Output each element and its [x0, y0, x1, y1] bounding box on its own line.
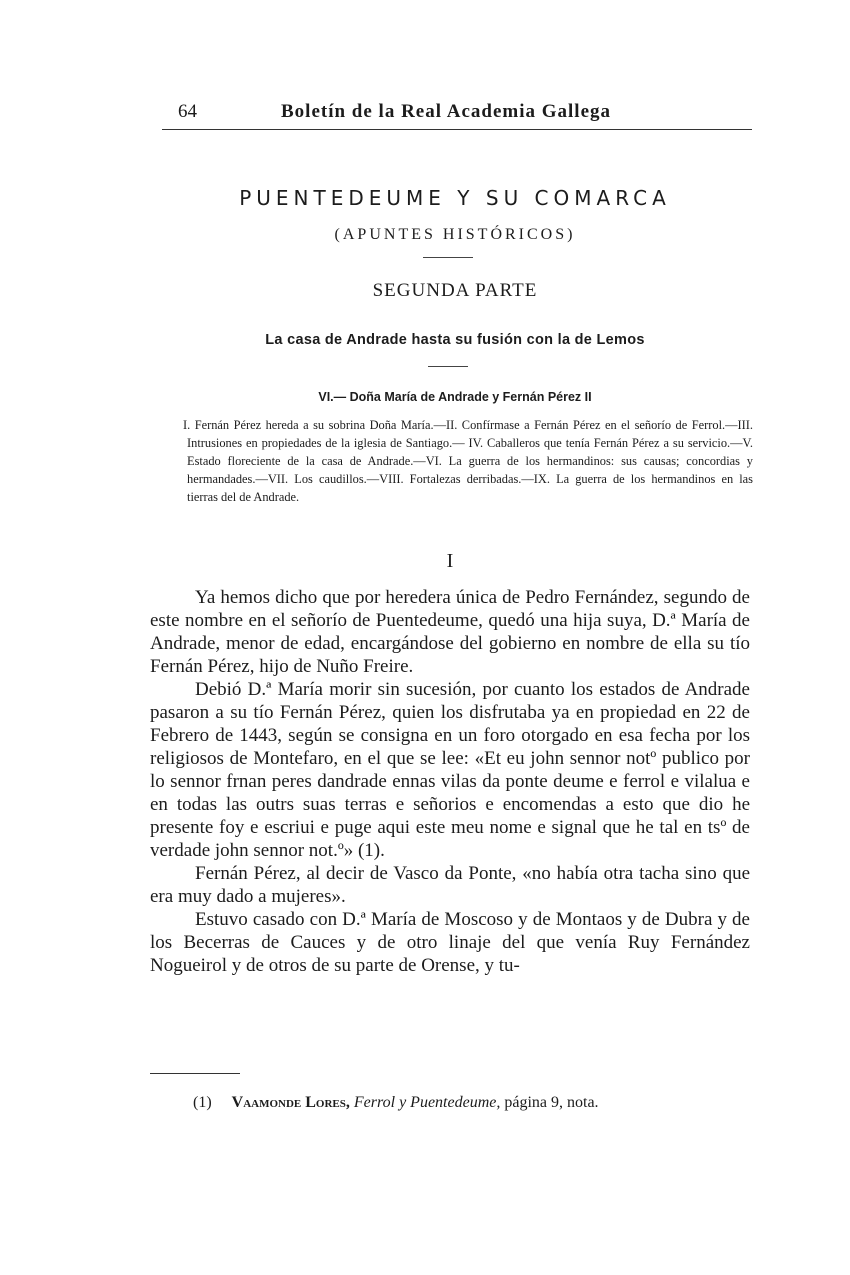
running-title: Boletín de la Real Academia Gallega [281, 101, 612, 122]
paragraph: Fernán Pérez, al decir de Vasco da Ponte, «no había otra tacha sino que era muy dado a mujeres». [150, 863, 750, 907]
section-summary: I. Fernán Pérez hereda a su sobrina Doña María.—II. Confírmase a Fernán Pérez en el señorío de Ferrol.—III. Intrusiones en propiedades de la iglesia de Santiago.— IV. Caballeros que tenía Fernán Pérez a su servicio.—V. Estado floreciente de la casa de Andrade.—VI. La guerra de los hermandinos: sus causas; concordias y hermandades.—VII. Los caudillos.—VIII. Fortalezas derribadas.—IX. La guerra de los hermandinos en las tierras del de Andrade. [183, 418, 753, 504]
footnote-reference: página 9, nota. [504, 1094, 599, 1111]
page-number: 64 [178, 101, 197, 122]
footnote-marker: (1) [193, 1094, 212, 1111]
article-title: PUENTEDEUME Y SU COMARCA [239, 186, 671, 210]
chapter-divider [428, 366, 468, 367]
section-numeral: I [446, 550, 454, 572]
article-subtitle: (APUNTES HISTÓRICOS) [334, 226, 576, 243]
section-title: VI.— Doña María de Andrade y Fernán Pérez II [318, 390, 592, 404]
footnote-work: Ferrol y Puentedeume, [353, 1094, 501, 1111]
paragraph: Debió D.ª María morir sin sucesión, por cuanto los estados de Andrade pasaron a su tío Fernán Pérez, quien los disfrutaba ya en propiedad en 22 de Febrero de 1443, según se consigna en un foro otorgado en esa fecha por los religiosos de Montefaro, en el que se lee: «Et eu john sennor notº publico por lo sennor frnan peres dandrade ennas vilas da ponte deume e ferrol e vilalua e en todas las outrs suas terras e señorios e encomendas a esto que dio he presente foy e escriui e puge aqui este meu nome e signal que he tal en tsº de verdade john sennor not.º» (1). [150, 679, 750, 861]
part-heading: SEGUNDA PARTE [372, 280, 538, 301]
footnote [193, 1094, 599, 1112]
chapter-heading: La casa de Andrade hasta su fusión con la de Lemos [265, 332, 645, 348]
paragraph: Estuvo casado con D.ª María de Moscoso y de Montaos y de Dubra y de los Becerras de Cauces y de otro linaje del que venía Ruy Fernández Nogueirol y de otros de su parte de Orense, y tu- [150, 909, 750, 976]
footnote-rule [150, 1073, 240, 1074]
footnote-author: Vaamonde Lores, [231, 1094, 350, 1111]
paragraph: Ya hemos dicho que por heredera única de Pedro Fernández, segundo de este nombre en el señorío de Puentedeume, quedó una hija suya, D.ª María de Andrade, menor de edad, encargándose del gobierno en nombre de ella su tío Fernán Pérez, hijo de Nuño Freire. [150, 587, 750, 677]
title-divider [423, 257, 473, 258]
header-rule [162, 129, 752, 130]
body-text [150, 586, 750, 977]
